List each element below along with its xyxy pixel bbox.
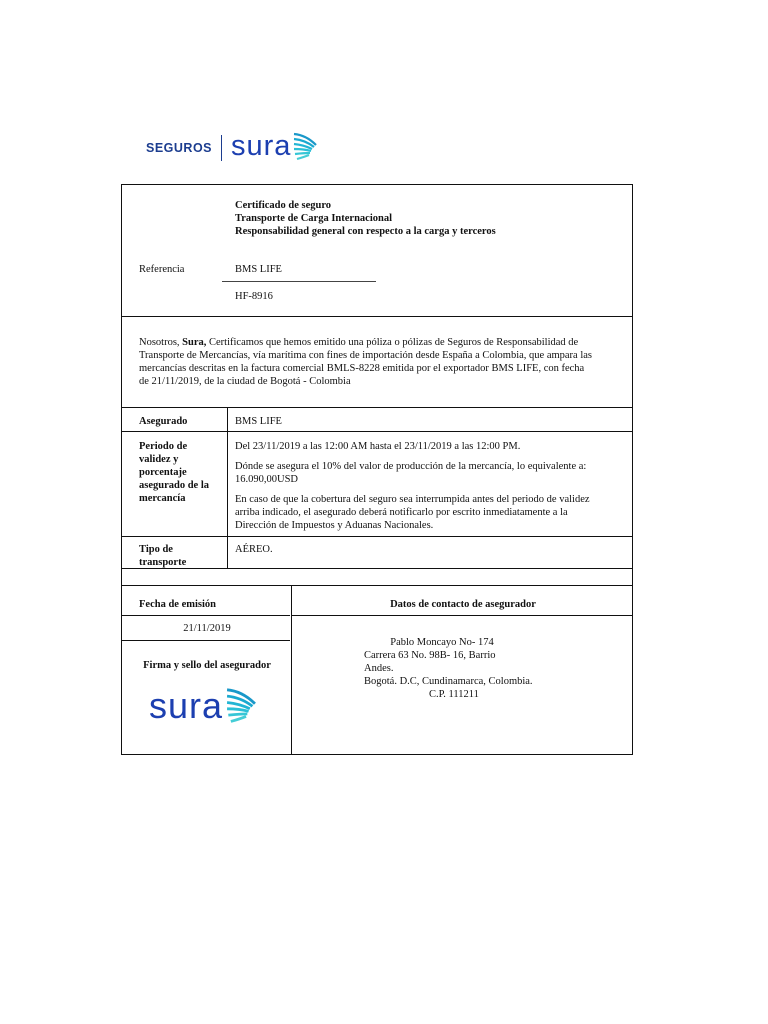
- divider: [292, 615, 632, 616]
- seguros-wordmark: SEGUROS: [146, 141, 213, 155]
- period-details: [235, 440, 629, 532]
- divider: [122, 615, 290, 616]
- intro-line-3: mercancías descritas en la factura comercial BMLS-8228 emitida por el exportador BMS LIFE, con fecha: [139, 363, 585, 374]
- issue-date-value: 21/11/2019: [183, 623, 231, 634]
- title-line-3: Responsabilidad general con respecto a la carga y terceros: [235, 226, 496, 237]
- reference-value-1: BMS LIFE: [235, 264, 282, 275]
- intro-line-1: Nosotros, Sura, Certificamos que hemos emitido una póliza o pólizas de Seguros de Responsabilidad de: [139, 337, 579, 348]
- divider: [122, 407, 632, 408]
- certificate-document: [121, 184, 633, 755]
- divider: [122, 568, 632, 569]
- period-notice-2: arriba indicado, el asegurado deberá notificarlo por escrito inmediatamente a la: [235, 507, 568, 518]
- seguros-sura-logo: [146, 128, 318, 168]
- divider: [122, 316, 632, 317]
- divider: [122, 431, 632, 432]
- reference-value-2: HF-8916: [235, 291, 273, 302]
- period-notice-3: Dirección de Impuestos y Aduanas Nacionales.: [235, 520, 434, 531]
- sura-wordmark: sura: [231, 130, 292, 162]
- column-divider: [227, 407, 228, 568]
- title-line-2: Transporte de Carga Internacional: [235, 213, 393, 224]
- intro-line-4: de 21/11/2019, de la ciudad de Bogotá - Colombia: [139, 376, 351, 387]
- contact-line-2: Carrera 63 No. 98B- 16, Barrio: [364, 650, 496, 661]
- reference-label: Referencia: [139, 264, 185, 275]
- company-name: Sura,: [182, 337, 207, 348]
- logo-separator: [221, 135, 222, 161]
- period-amount: 16.090,00USD: [235, 474, 299, 485]
- contact-label: Datos de contacto de asegurador: [390, 599, 536, 610]
- reference-underline: [222, 281, 376, 282]
- sura-wings-icon: [224, 686, 258, 724]
- sura-wordmark: sura: [149, 684, 224, 726]
- title-line-1: Certificado de seguro: [235, 200, 332, 211]
- signature-label: Firma y sello del asegurador: [143, 660, 271, 671]
- period-label: Periodo de validez y porcentaje asegurado de la mercancía: [139, 441, 210, 504]
- period-notice-1: En caso de que la cobertura del seguro sea interrumpida antes del periodo de validez: [235, 494, 590, 505]
- insured-label: Asegurado: [139, 416, 188, 427]
- contact-line-1: Pablo Moncayo No- 174: [390, 637, 494, 648]
- divider: [122, 640, 290, 641]
- period-coverage: Dónde se asegura el 10% del valor de producción de la mercancía, lo equivalente a:: [235, 461, 587, 472]
- transport-value: AÉREO.: [235, 544, 273, 555]
- contact-line-5: C.P. 111211: [429, 689, 479, 700]
- insured-value: BMS LIFE: [235, 416, 282, 427]
- issue-date-label: Fecha de emisión: [139, 599, 216, 610]
- contact-line-4: Bogotá. D.C, Cundinamarca, Colombia.: [364, 676, 533, 687]
- sura-wings-icon: [292, 131, 318, 161]
- contact-line-3: Andes.: [364, 663, 394, 674]
- divider: [122, 585, 632, 586]
- intro-line-2: Transporte de Mercancías, vía marítima con fines de importación desde España a Colombia, que ampara las: [139, 350, 593, 361]
- intro-paragraph: [139, 336, 629, 388]
- divider: [122, 536, 632, 537]
- sura-signature-logo: [149, 684, 258, 726]
- period-dates: Del 23/11/2019 a las 12:00 AM hasta el 23/11/2019 a las 12:00 PM.: [235, 441, 521, 452]
- transport-label: Tipo de transporte: [139, 544, 187, 568]
